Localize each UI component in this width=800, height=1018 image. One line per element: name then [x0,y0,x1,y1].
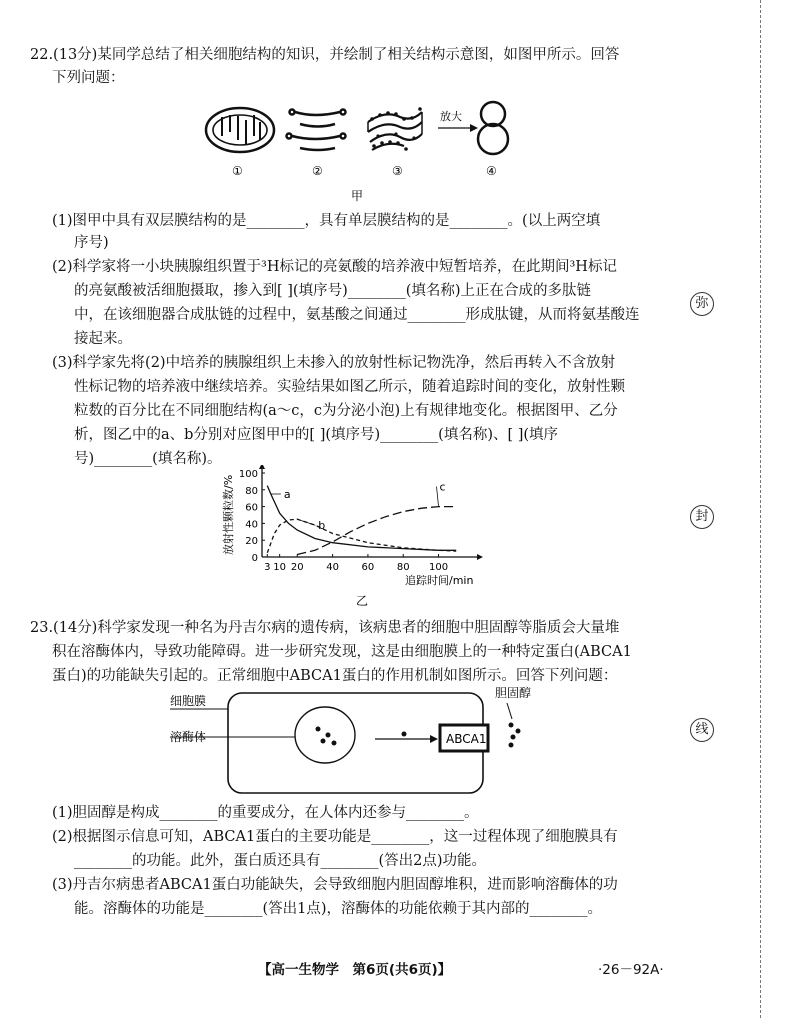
q23-p1: (1)胆固醇是构成________的重要成分，在人体内还参与________。 [52,805,479,821]
q22-p3-line1: (3)科学家先将(2)中培养的胰腺组织上未掺入的放射性标记物洗净，然后再转入不含放射 [52,355,616,371]
q23-stem-line3: 蛋白)的功能缺失引起的。正常细胞中ABCA1蛋白的作用机制如图所示。回答下列问题： [52,668,618,684]
fig-label-2: ② [312,164,323,178]
q22-stem-line2: 下列问题： [52,70,125,86]
series-leader-b [297,519,315,525]
q22-p1-line1: (1)图甲中具有双层膜结构的是________，具有单层膜结构的是________。(以上两空填 [52,213,601,229]
golgi-drawing [287,110,346,151]
y-tick-label: 20 [245,536,258,548]
y-tick-label: 80 [245,485,258,497]
q23-p2-line1: (2)根据图示信息可知，ABCA1蛋白的主要功能是________，这一过程体现了细胞膜具有 [52,829,618,845]
q22-p2-line2: 的亮氨酸被活细胞摄取，掺入到[ ](填序号)________(填名称)上正在合成的多肽链 [74,283,592,299]
fig-label-1: ① [232,164,243,178]
x-tick-label: 100 [428,562,449,573]
x-tick-label: 10 [273,562,287,573]
y-tick-label: 60 [245,502,258,514]
y-axis-label: 放射性颗粒数/% [222,474,235,555]
binding-cut-line [760,0,761,1018]
zoom-label: 放大 [440,110,462,123]
q23-p3-line2: 能。溶酶体的功能是________(答出1点)，溶酶体的功能依赖于其内部的________。 [74,901,603,917]
figure-jia [200,92,520,207]
seal-mark-1: 弥 [690,292,714,316]
x-tick-label: 80 [396,562,410,573]
q22-p3-line4: 析，图乙中的a、b分别对应图甲中的[ ](填序号)________(填名称)、[ ](填序 [74,427,559,443]
x-axis-label: 追踪时间/min [405,574,474,587]
fig-label-4: ④ [486,164,497,178]
q22-p2-line4: 接起来。 [74,331,132,347]
q22-stem-line1: 22.(13分)某同学总结了相关细胞结构的知识，并绘制了相关结构示意图，如图甲所示。回答 [30,47,620,63]
x-tick-label: 40 [326,562,339,573]
footer-code: ·26－92A· [598,962,664,978]
q22-p3-line5: 号)________(填名称)。 [74,451,222,467]
q23-p2-line2: ________的功能。此外，蛋白质还具有________(答出2点)功能。 [74,853,487,869]
q23-p3-line1: (3)丹吉尔病患者ABCA1蛋白功能缺失，会导致细胞内胆固醇堆积，进而影响溶酶体的功 [52,877,618,893]
mitochondrion-drawing [206,108,274,152]
figure-yi-chart [210,465,500,610]
rough-er-drawing [368,107,422,151]
y-axis-arrow [259,465,265,469]
seal-mark-2: 封 [690,505,714,529]
q23-stem-line1: 23.(14分)科学家发现一种名为丹吉尔病的遗传病，该病患者的细胞中胆固醇等脂质会大量堆 [30,620,620,636]
q22-p3-line3: 粒数的百分比在不同细胞结构(a～c，c为分泌小泡)上有规律地变化。根据图甲、乙分 [74,403,618,419]
label-membrane: 细胞膜 [170,694,207,708]
series-line-b [267,519,456,553]
fig-caption-jia: 甲 [351,189,364,203]
series-label-b: b [318,519,326,533]
q23-stem-line2: 积在溶酶体内，导致功能障碍。进一步研究发现，这是由细胞膜上的一种特定蛋白(ABCA1 [52,644,632,660]
q22-p1-line2: 序号) [74,235,109,251]
chart-caption-yi: 乙 [356,594,369,608]
fig-label-3: ③ [392,164,403,178]
y-tick-label: 100 [238,469,258,480]
footer-page-info: 【高一生物学 第6页(共6页)】 [258,962,452,978]
y-tick-label: 0 [251,553,258,564]
label-cholesterol: 胆固醇 [495,686,532,700]
x-tick-label: 3 [264,562,271,573]
series-leader-c [437,487,439,507]
abca1-label: ABCA1 [446,732,487,746]
q22-p3-line2: 性标记物的培养液中继续培养。实验结果如图乙所示，随着追踪时间的变化，放射性颗 [74,379,625,395]
x-tick-label: 20 [290,562,304,573]
q22-p2-line3: 中，在该细胞器合成肽链的过程中，氨基酸之间通过________形成肽键，从而将氨基酸连 [74,307,640,323]
series-line-a [267,486,456,551]
x-axis-arrow [477,554,483,560]
label-lysosome: 溶酶体 [170,730,207,744]
series-label-a: a [283,488,291,501]
q22-p2-line1: (2)科学家将一小块胰腺组织置于³H标记的亮氨酸的培养液中短暂培养，在此期间³H标记 [52,259,617,275]
y-tick-label: 40 [245,519,258,531]
abca1-diagram [160,683,540,798]
x-tick-label: 60 [361,562,375,573]
seal-mark-3: 线 [690,718,714,742]
series-label-c: c [439,480,446,494]
ribosome-drawing [478,102,508,154]
